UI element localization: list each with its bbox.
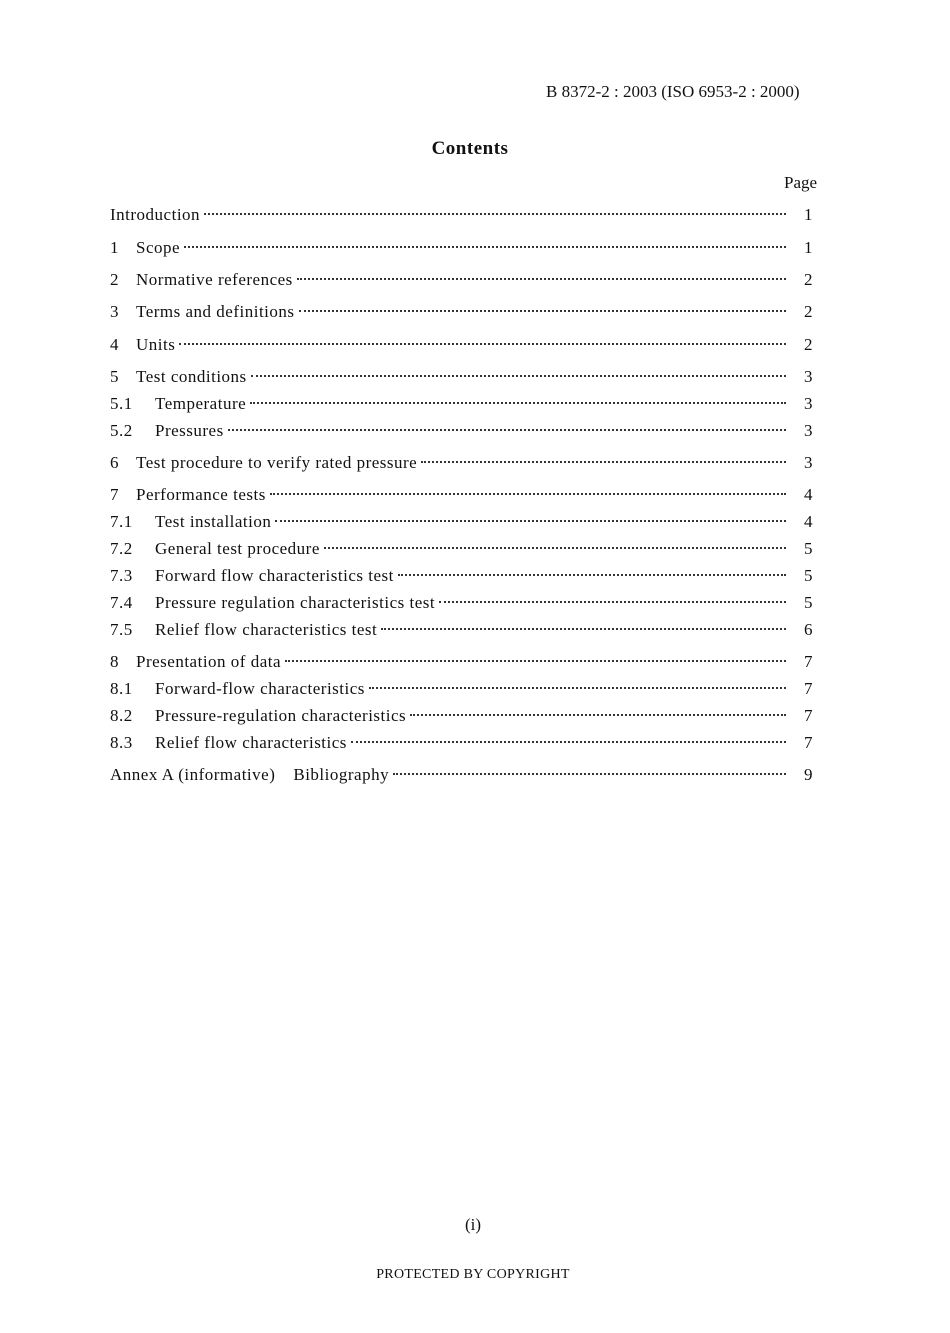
- toc-entry[interactable]: [110, 706, 814, 728]
- toc-entry-title: Forward flow characteristics test: [155, 566, 394, 585]
- toc-entry-number: 5: [110, 367, 119, 386]
- toc-entry[interactable]: [110, 485, 814, 507]
- toc-entry-title: Introduction: [110, 205, 201, 224]
- toc-entry-number: 2: [110, 270, 119, 289]
- toc-entry-title: Test installation: [155, 512, 272, 531]
- contents-title: Contents: [431, 138, 509, 159]
- toc-entry-page-number: 4: [804, 485, 813, 504]
- toc-entry-title: General test procedure: [155, 539, 320, 558]
- toc-entry-page-number: 5: [804, 566, 813, 585]
- toc-entry-title: Relief flow characteristics test: [155, 620, 378, 639]
- dot-leader: [179, 343, 786, 345]
- toc-entry-page-number: 7: [804, 652, 813, 671]
- dot-leader: [204, 213, 786, 215]
- page-column-label: Page: [784, 173, 818, 192]
- toc-entry-title: Test conditions: [136, 367, 247, 386]
- toc-entry-number: 6: [110, 453, 119, 472]
- toc-entry-page-number: 3: [804, 421, 813, 440]
- toc-entry[interactable]: [110, 453, 814, 475]
- toc-entry[interactable]: [110, 539, 814, 561]
- toc-entry-page-number: 3: [804, 367, 813, 386]
- dot-leader: [297, 278, 786, 280]
- toc-entry-title: Pressure regulation characteristics test: [155, 593, 436, 612]
- dot-leader: [421, 461, 786, 463]
- toc-entry-page-number: 7: [804, 679, 813, 698]
- toc-entry-number: 5.1: [110, 394, 133, 413]
- toc-entry-number: 3: [110, 302, 119, 321]
- toc-entry[interactable]: [110, 679, 814, 701]
- dot-leader: [398, 574, 786, 576]
- toc-entry-subtitle: Bibliography: [293, 765, 390, 784]
- toc-entry-number: 8: [110, 652, 119, 671]
- toc-entry-page-number: 1: [804, 205, 813, 224]
- toc-entry[interactable]: [110, 566, 814, 588]
- toc-entry-title: Units: [136, 335, 176, 354]
- toc-entry-page-number: 3: [804, 453, 813, 472]
- toc-entry-number: 4: [110, 335, 119, 354]
- dot-leader: [299, 310, 786, 312]
- standard-reference: B 8372-2 : 2003 (ISO 6953-2 : 2000): [546, 82, 800, 101]
- dot-leader: [351, 741, 786, 743]
- toc-entry-page-number: 7: [804, 706, 813, 725]
- toc-entry-page-number: 5: [804, 539, 813, 558]
- dot-leader: [250, 402, 786, 404]
- toc-entry-title: Normative references: [136, 270, 293, 289]
- toc-entry-number: 7.3: [110, 566, 133, 585]
- dot-leader: [324, 547, 786, 549]
- toc-entry[interactable]: [110, 238, 814, 260]
- toc-entry-title: Relief flow characteristics: [155, 733, 347, 752]
- toc-entry[interactable]: [110, 652, 814, 674]
- toc-entry-title: Terms and definitions: [136, 302, 295, 321]
- toc-entry-page-number: 2: [804, 270, 813, 289]
- toc-entry-page-number: 9: [804, 765, 813, 784]
- toc-entry[interactable]: [110, 512, 814, 534]
- toc-entry-title: Forward-flow characteristics: [155, 679, 365, 698]
- toc-entry-number: 5.2: [110, 421, 133, 440]
- toc-entry[interactable]: [110, 733, 814, 755]
- toc-entry[interactable]: [110, 367, 814, 389]
- toc-entry[interactable]: [110, 335, 814, 357]
- toc-entry-title: Performance tests: [136, 485, 266, 504]
- toc-entry[interactable]: [110, 765, 814, 787]
- toc-entry-title: Temperature: [155, 394, 247, 413]
- dot-leader: [410, 714, 786, 716]
- toc-entry-number: 8.2: [110, 706, 133, 725]
- copyright-footer: PROTECTED BY COPYRIGHT: [376, 1267, 570, 1282]
- page-folio: (i): [464, 1215, 482, 1234]
- toc-entry[interactable]: [110, 302, 814, 324]
- toc-entry-title: Presentation of data: [136, 652, 282, 671]
- toc-entry-page-number: 3: [804, 394, 813, 413]
- toc-entry-title: Annex A (informative): [110, 765, 276, 784]
- toc-entry-title: Pressures: [155, 421, 224, 440]
- toc-entry-number: 7.4: [110, 593, 133, 612]
- toc-entry-page-number: 1: [804, 238, 813, 257]
- toc-entry-page-number: 2: [804, 302, 813, 321]
- dot-leader: [285, 660, 786, 662]
- toc-entry-title: Test procedure to verify rated pressure: [136, 453, 418, 472]
- toc-entry[interactable]: [110, 593, 814, 615]
- dot-leader: [381, 628, 786, 630]
- dot-leader: [251, 375, 786, 377]
- toc-entry[interactable]: [110, 270, 814, 292]
- toc-entry-number: 8.1: [110, 679, 133, 698]
- toc-entry-page-number: 6: [804, 620, 813, 639]
- toc-entry-number: 7: [110, 485, 119, 504]
- toc-entry-title: Scope: [136, 238, 181, 257]
- dot-leader: [369, 687, 786, 689]
- toc-entry-number: 1: [110, 238, 119, 257]
- dot-leader: [275, 520, 786, 522]
- toc-entry[interactable]: [110, 394, 814, 416]
- toc-entry-number: 7.2: [110, 539, 133, 558]
- dot-leader: [393, 773, 786, 775]
- dot-leader: [270, 493, 786, 495]
- toc-entry-number: 8.3: [110, 733, 133, 752]
- toc-entry[interactable]: [110, 205, 814, 227]
- toc-entry-page-number: 4: [804, 512, 813, 531]
- dot-leader: [228, 429, 786, 431]
- toc-entry-page-number: 5: [804, 593, 813, 612]
- toc-entry-number: 7.5: [110, 620, 133, 639]
- dot-leader: [184, 246, 786, 248]
- toc-entry-page-number: 2: [804, 335, 813, 354]
- toc-entry-page-number: 7: [804, 733, 813, 752]
- toc-entry[interactable]: [110, 421, 814, 443]
- toc-entry-title: Pressure-regulation characteristics: [155, 706, 407, 725]
- toc-entry-number: 7.1: [110, 512, 133, 531]
- toc-entry[interactable]: [110, 620, 814, 642]
- dot-leader: [439, 601, 786, 603]
